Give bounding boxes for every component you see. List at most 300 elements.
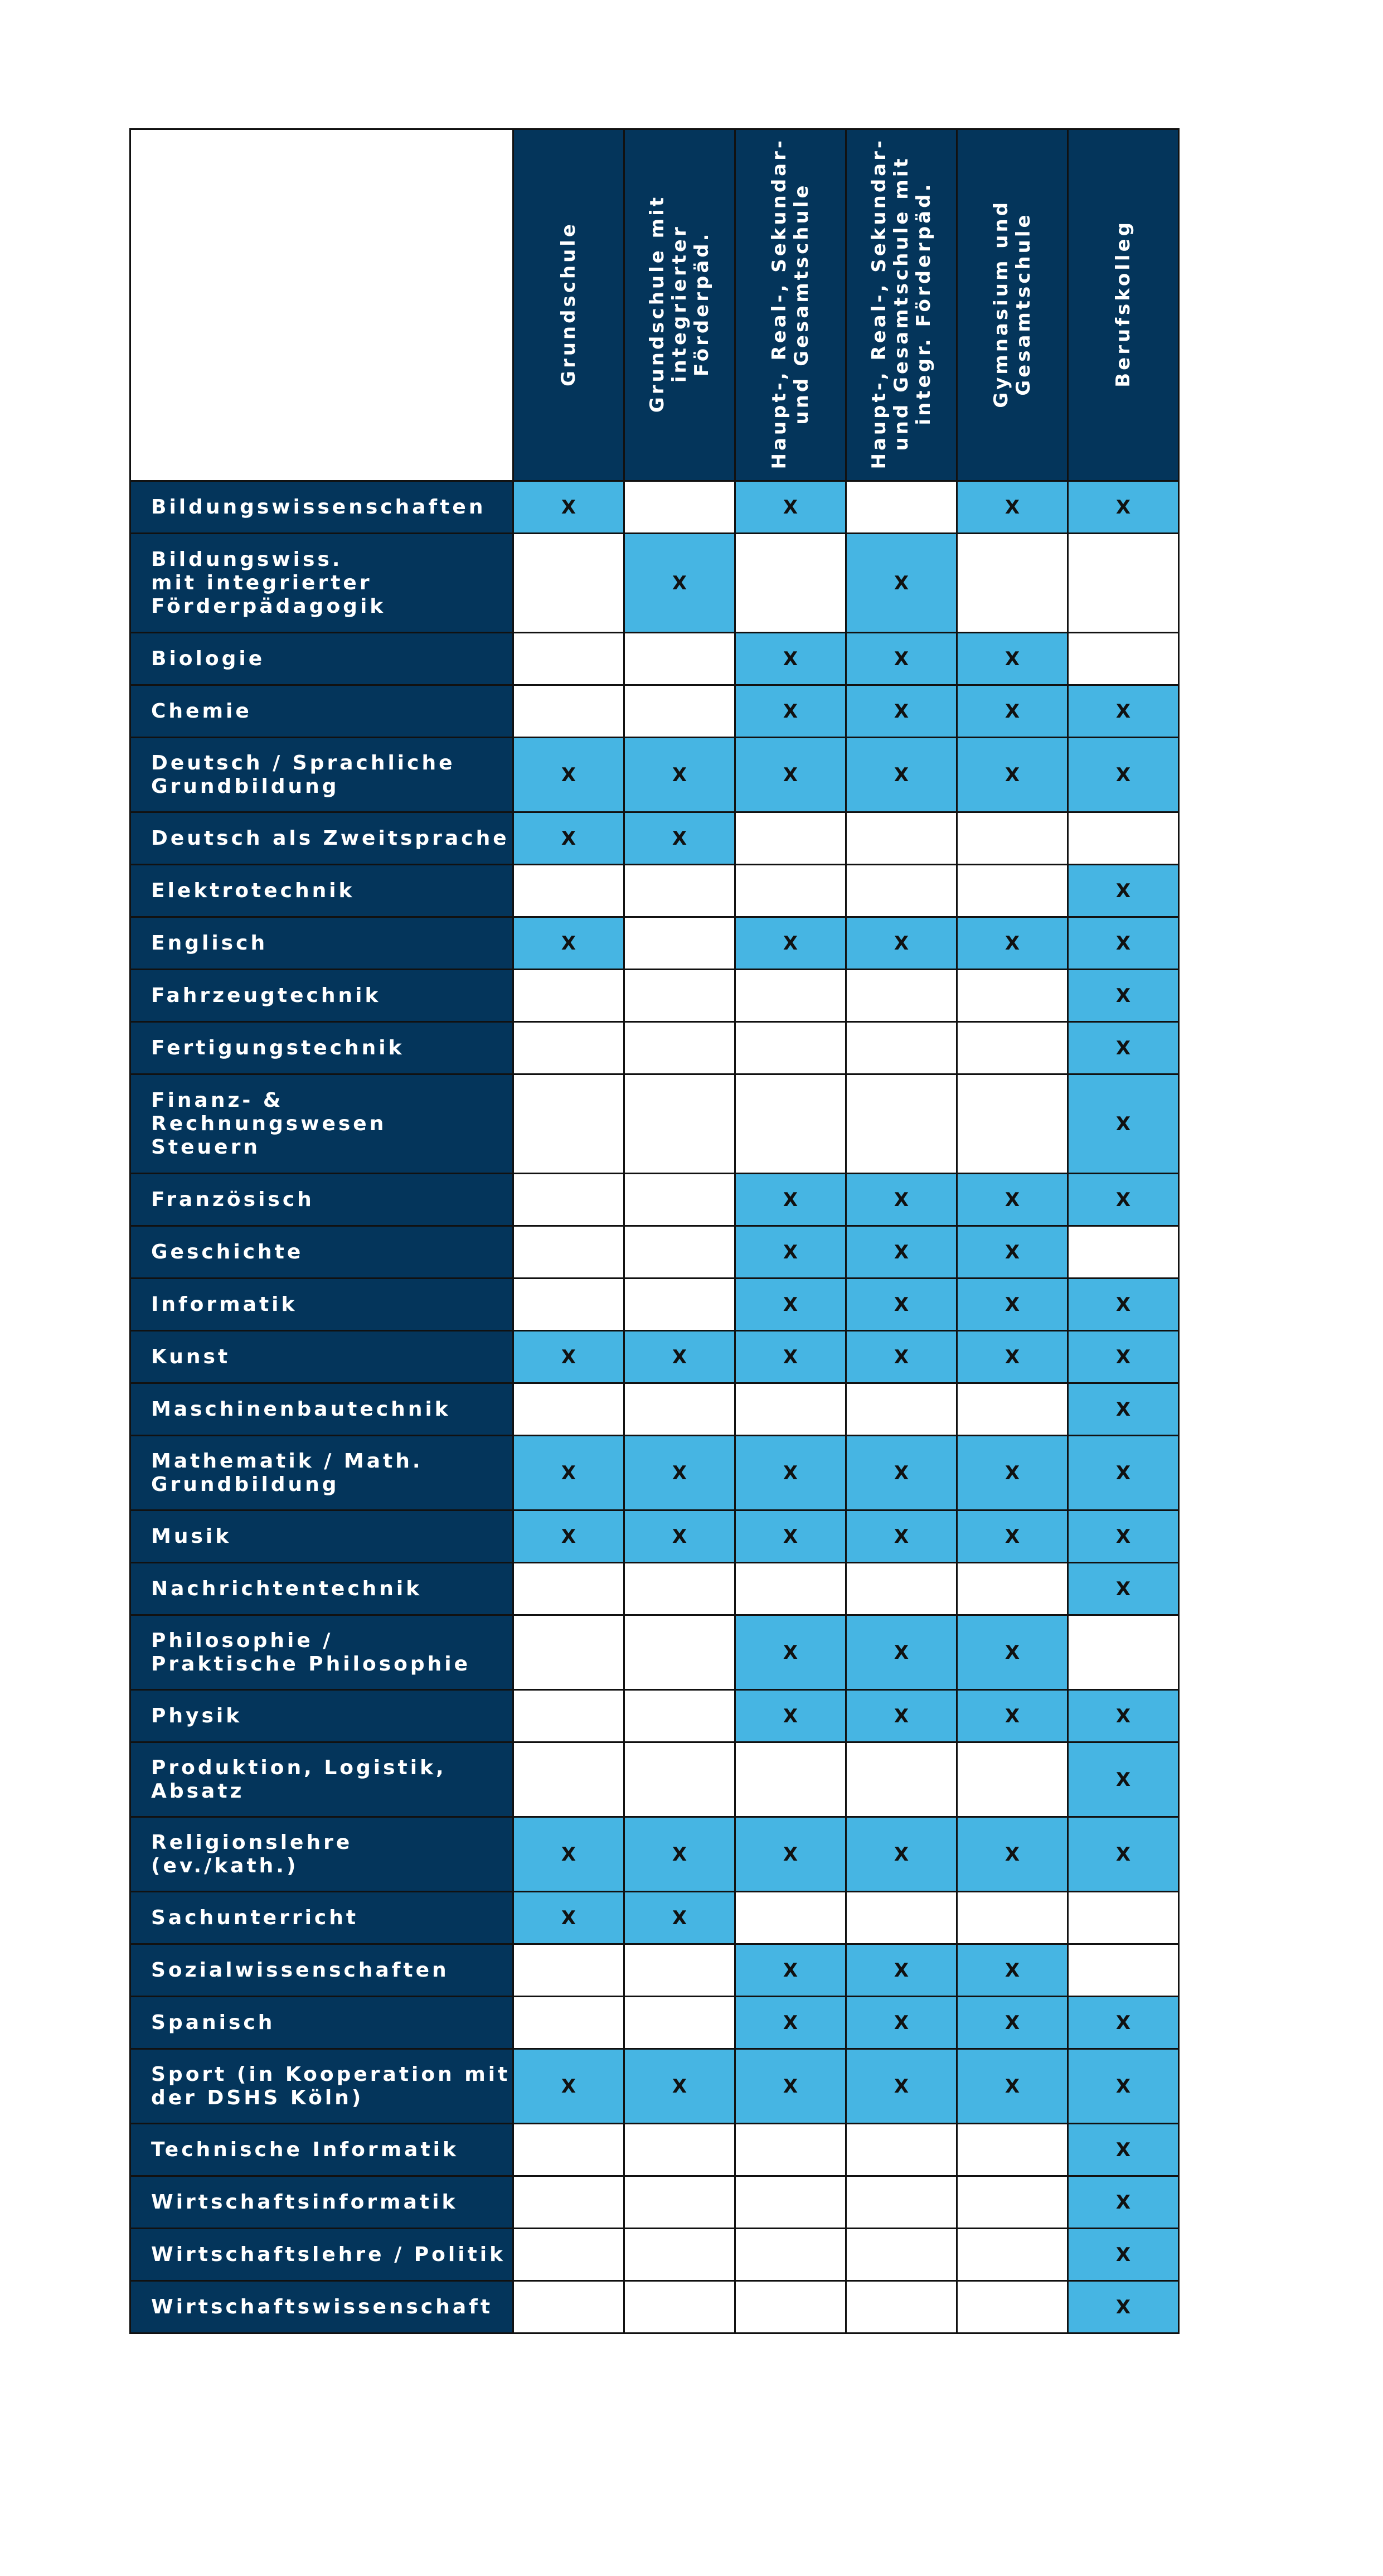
table-body bbox=[130, 481, 1179, 2333]
marked-cell bbox=[1068, 1817, 1179, 1892]
x-mark: X bbox=[1005, 1641, 1020, 1664]
marked-cell bbox=[735, 1944, 846, 1997]
marked-cell bbox=[624, 1817, 735, 1892]
marked-cell bbox=[513, 1436, 624, 1510]
marked-cell bbox=[846, 1436, 957, 1510]
x-mark: X bbox=[1115, 984, 1131, 1007]
x-mark: X bbox=[1115, 700, 1131, 723]
x-mark: X bbox=[672, 1843, 687, 1866]
x-mark: X bbox=[1115, 1577, 1131, 1600]
x-mark: X bbox=[783, 763, 798, 786]
x-mark: X bbox=[1115, 1112, 1131, 1135]
subject-label: Philosophie / Praktische Philosophie bbox=[130, 1615, 513, 1690]
subject-label: Chemie bbox=[130, 685, 513, 738]
x-mark: X bbox=[1005, 763, 1020, 786]
empty-cell bbox=[957, 2229, 1068, 2281]
column-label: Haupt-, Real-, Sekundar- und Gesamtschule mit integr. Förderpäd. bbox=[868, 138, 935, 469]
empty-cell bbox=[1068, 812, 1179, 865]
marked-cell bbox=[846, 1279, 957, 1331]
table-row bbox=[130, 1383, 1179, 1436]
table-row bbox=[130, 1690, 1179, 1742]
table-row bbox=[130, 1174, 1179, 1226]
empty-cell bbox=[1068, 534, 1179, 633]
marked-cell bbox=[735, 1615, 846, 1690]
x-mark: X bbox=[1115, 2011, 1131, 2034]
column-label: Gymnasium und Gesamtschule bbox=[990, 199, 1035, 408]
marked-cell bbox=[846, 2049, 957, 2124]
empty-cell bbox=[846, 1892, 957, 1944]
marked-cell bbox=[846, 1817, 957, 1892]
x-mark: X bbox=[1005, 932, 1020, 955]
subject-label: Deutsch als Zweitsprache bbox=[130, 812, 513, 865]
x-mark: X bbox=[1005, 1525, 1020, 1548]
x-mark: X bbox=[894, 1345, 909, 1368]
corner-cell bbox=[130, 129, 513, 481]
x-mark: X bbox=[1005, 700, 1020, 723]
empty-cell bbox=[624, 917, 735, 970]
subject-label: Musik bbox=[130, 1510, 513, 1563]
empty-cell bbox=[513, 534, 624, 633]
subject-label: Produktion, Logistik, Absatz bbox=[130, 1742, 513, 1817]
x-mark: X bbox=[672, 572, 687, 594]
column-label: Grundschule mit integrierter Förderpäd. bbox=[646, 194, 713, 413]
empty-cell bbox=[624, 481, 735, 534]
table-row bbox=[130, 1022, 1179, 1074]
table-row bbox=[130, 2124, 1179, 2176]
empty-cell bbox=[735, 2281, 846, 2333]
table-row bbox=[130, 1944, 1179, 1997]
marked-cell bbox=[735, 633, 846, 685]
x-mark: X bbox=[1005, 1461, 1020, 1484]
x-mark: X bbox=[1005, 1705, 1020, 1727]
x-mark: X bbox=[1115, 2075, 1131, 2098]
x-mark: X bbox=[894, 932, 909, 955]
table-row bbox=[130, 865, 1179, 917]
marked-cell bbox=[624, 2049, 735, 2124]
x-mark: X bbox=[561, 1345, 576, 1368]
x-mark: X bbox=[783, 496, 798, 519]
empty-cell bbox=[846, 1022, 957, 1074]
marked-cell bbox=[957, 1690, 1068, 1742]
x-mark: X bbox=[783, 1461, 798, 1484]
x-mark: X bbox=[783, 2075, 798, 2098]
marked-cell bbox=[957, 633, 1068, 685]
empty-cell bbox=[1068, 1944, 1179, 1997]
marked-cell bbox=[624, 1510, 735, 1563]
x-mark: X bbox=[1115, 2243, 1131, 2266]
marked-cell bbox=[957, 917, 1068, 970]
x-mark: X bbox=[783, 700, 798, 723]
x-mark: X bbox=[894, 763, 909, 786]
table-row bbox=[130, 1817, 1179, 1892]
x-mark: X bbox=[1115, 763, 1131, 786]
empty-cell bbox=[624, 1944, 735, 1997]
empty-cell bbox=[846, 1383, 957, 1436]
marked-cell bbox=[624, 1892, 735, 1944]
subject-label: Deutsch / Sprachliche Grundbildung bbox=[130, 738, 513, 812]
marked-cell bbox=[1068, 1331, 1179, 1383]
x-mark: X bbox=[894, 1293, 909, 1316]
marked-cell bbox=[1068, 685, 1179, 738]
table-row bbox=[130, 1997, 1179, 2049]
x-mark: X bbox=[894, 1641, 909, 1664]
empty-cell bbox=[846, 2281, 957, 2333]
marked-cell bbox=[735, 1817, 846, 1892]
marked-cell bbox=[957, 1226, 1068, 1279]
empty-cell bbox=[1068, 633, 1179, 685]
empty-cell bbox=[957, 534, 1068, 633]
empty-cell bbox=[846, 2229, 957, 2281]
empty-cell bbox=[624, 970, 735, 1022]
marked-cell bbox=[513, 1510, 624, 1563]
column-label: Grundschule bbox=[557, 221, 580, 386]
empty-cell bbox=[513, 1944, 624, 1997]
empty-cell bbox=[624, 1074, 735, 1174]
x-mark: X bbox=[783, 1188, 798, 1211]
subject-label: Französisch bbox=[130, 1174, 513, 1226]
marked-cell bbox=[1068, 2124, 1179, 2176]
x-mark: X bbox=[1115, 879, 1131, 902]
x-mark: X bbox=[894, 1241, 909, 1263]
marked-cell bbox=[846, 1615, 957, 1690]
column-header-grundschule-foerderpaed bbox=[624, 129, 735, 481]
x-mark: X bbox=[561, 763, 576, 786]
marked-cell bbox=[957, 2049, 1068, 2124]
x-mark: X bbox=[672, 1461, 687, 1484]
empty-cell bbox=[735, 2124, 846, 2176]
marked-cell bbox=[513, 1892, 624, 1944]
empty-cell bbox=[735, 1074, 846, 1174]
empty-cell bbox=[846, 865, 957, 917]
column-header-hrsge bbox=[735, 129, 846, 481]
x-mark: X bbox=[1115, 1768, 1131, 1791]
empty-cell bbox=[624, 2176, 735, 2229]
x-mark: X bbox=[783, 1959, 798, 1982]
empty-cell bbox=[624, 1563, 735, 1615]
table-row bbox=[130, 738, 1179, 812]
marked-cell bbox=[1068, 2176, 1179, 2229]
marked-cell bbox=[624, 812, 735, 865]
marked-cell bbox=[735, 685, 846, 738]
empty-cell bbox=[513, 865, 624, 917]
x-mark: X bbox=[672, 827, 687, 850]
marked-cell bbox=[1068, 1563, 1179, 1615]
x-mark: X bbox=[894, 1705, 909, 1727]
x-mark: X bbox=[1115, 1345, 1131, 1368]
marked-cell bbox=[846, 633, 957, 685]
marked-cell bbox=[846, 685, 957, 738]
empty-cell bbox=[624, 685, 735, 738]
empty-cell bbox=[957, 812, 1068, 865]
empty-cell bbox=[735, 534, 846, 633]
x-mark: X bbox=[894, 647, 909, 670]
x-mark: X bbox=[1005, 1959, 1020, 1982]
table-row bbox=[130, 1892, 1179, 1944]
empty-cell bbox=[735, 1022, 846, 1074]
marked-cell bbox=[1068, 1279, 1179, 1331]
x-mark: X bbox=[672, 1906, 687, 1929]
marked-cell bbox=[1068, 481, 1179, 534]
table-row bbox=[130, 1563, 1179, 1615]
x-mark: X bbox=[1005, 1188, 1020, 1211]
x-mark: X bbox=[1115, 932, 1131, 955]
subject-label: Spanisch bbox=[130, 1997, 513, 2049]
table-row bbox=[130, 633, 1179, 685]
subject-label: Kunst bbox=[130, 1331, 513, 1383]
table-row bbox=[130, 1331, 1179, 1383]
x-mark: X bbox=[783, 932, 798, 955]
empty-cell bbox=[957, 2281, 1068, 2333]
empty-cell bbox=[624, 1997, 735, 2049]
empty-cell bbox=[513, 685, 624, 738]
marked-cell bbox=[846, 1690, 957, 1742]
table-row bbox=[130, 2281, 1179, 2333]
x-mark: X bbox=[1115, 1398, 1131, 1421]
x-mark: X bbox=[1115, 1705, 1131, 1727]
empty-cell bbox=[513, 1997, 624, 2049]
empty-cell bbox=[624, 1742, 735, 1817]
empty-cell bbox=[846, 2124, 957, 2176]
marked-cell bbox=[1068, 1510, 1179, 1563]
marked-cell bbox=[513, 1331, 624, 1383]
empty-cell bbox=[513, 2176, 624, 2229]
marked-cell bbox=[513, 917, 624, 970]
empty-cell bbox=[513, 1383, 624, 1436]
empty-cell bbox=[624, 2229, 735, 2281]
empty-cell bbox=[624, 1615, 735, 1690]
empty-cell bbox=[735, 812, 846, 865]
marked-cell bbox=[846, 1997, 957, 2049]
empty-cell bbox=[846, 1563, 957, 1615]
marked-cell bbox=[1068, 1383, 1179, 1436]
marked-cell bbox=[735, 1226, 846, 1279]
empty-cell bbox=[513, 2281, 624, 2333]
empty-cell bbox=[513, 1074, 624, 1174]
x-mark: X bbox=[1005, 496, 1020, 519]
subject-label: Maschinenbautechnik bbox=[130, 1383, 513, 1436]
empty-cell bbox=[1068, 1892, 1179, 1944]
marked-cell bbox=[1068, 865, 1179, 917]
x-mark: X bbox=[783, 1241, 798, 1263]
header-row bbox=[130, 129, 1179, 481]
empty-cell bbox=[513, 633, 624, 685]
empty-cell bbox=[735, 1892, 846, 1944]
empty-cell bbox=[1068, 1615, 1179, 1690]
subject-school-type-table bbox=[129, 128, 1180, 2334]
marked-cell bbox=[957, 1331, 1068, 1383]
subject-label: Sport (in Kooperation mit der DSHS Köln) bbox=[130, 2049, 513, 2124]
subject-label: Informatik bbox=[130, 1279, 513, 1331]
x-mark: X bbox=[1115, 2191, 1131, 2214]
table-row bbox=[130, 970, 1179, 1022]
x-mark: X bbox=[894, 572, 909, 594]
table-row bbox=[130, 685, 1179, 738]
x-mark: X bbox=[1005, 2011, 1020, 2034]
table-row bbox=[130, 2176, 1179, 2229]
x-mark: X bbox=[783, 1705, 798, 1727]
marked-cell bbox=[735, 1510, 846, 1563]
empty-cell bbox=[846, 1742, 957, 1817]
empty-cell bbox=[735, 970, 846, 1022]
x-mark: X bbox=[783, 1293, 798, 1316]
empty-cell bbox=[846, 481, 957, 534]
empty-cell bbox=[957, 1892, 1068, 1944]
x-mark: X bbox=[783, 1843, 798, 1866]
marked-cell bbox=[513, 1817, 624, 1892]
table-row bbox=[130, 1742, 1179, 1817]
marked-cell bbox=[735, 1436, 846, 1510]
empty-cell bbox=[513, 1174, 624, 1226]
x-mark: X bbox=[1005, 1241, 1020, 1263]
subject-label: Wirtschaftsinformatik bbox=[130, 2176, 513, 2229]
x-mark: X bbox=[783, 647, 798, 670]
x-mark: X bbox=[783, 1345, 798, 1368]
marked-cell bbox=[513, 481, 624, 534]
empty-cell bbox=[957, 1383, 1068, 1436]
table-row bbox=[130, 917, 1179, 970]
empty-cell bbox=[735, 1383, 846, 1436]
x-mark: X bbox=[894, 1843, 909, 1866]
x-mark: X bbox=[672, 2075, 687, 2098]
marked-cell bbox=[1068, 1022, 1179, 1074]
empty-cell bbox=[735, 1563, 846, 1615]
x-mark: X bbox=[1115, 496, 1131, 519]
marked-cell bbox=[1068, 1074, 1179, 1174]
empty-cell bbox=[624, 633, 735, 685]
subject-label: Mathematik / Math. Grundbildung bbox=[130, 1436, 513, 1510]
table-row bbox=[130, 534, 1179, 633]
x-mark: X bbox=[561, 932, 576, 955]
marked-cell bbox=[624, 1436, 735, 1510]
marked-cell bbox=[513, 2049, 624, 2124]
x-mark: X bbox=[672, 1525, 687, 1548]
marked-cell bbox=[846, 534, 957, 633]
x-mark: X bbox=[894, 1188, 909, 1211]
empty-cell bbox=[957, 2176, 1068, 2229]
x-mark: X bbox=[561, 496, 576, 519]
empty-cell bbox=[846, 1074, 957, 1174]
x-mark: X bbox=[561, 827, 576, 850]
subject-label: Geschichte bbox=[130, 1226, 513, 1279]
empty-cell bbox=[957, 2124, 1068, 2176]
empty-cell bbox=[735, 865, 846, 917]
x-mark: X bbox=[894, 1461, 909, 1484]
empty-cell bbox=[513, 1022, 624, 1074]
x-mark: X bbox=[1115, 1843, 1131, 1866]
column-label: Berufskolleg bbox=[1112, 220, 1134, 388]
marked-cell bbox=[957, 481, 1068, 534]
subject-label: Wirtschaftswissenschaft bbox=[130, 2281, 513, 2333]
empty-cell bbox=[624, 1383, 735, 1436]
x-mark: X bbox=[1115, 2296, 1131, 2318]
x-mark: X bbox=[894, 1525, 909, 1548]
x-mark: X bbox=[561, 1843, 576, 1866]
table-row bbox=[130, 481, 1179, 534]
empty-cell bbox=[957, 1563, 1068, 1615]
marked-cell bbox=[957, 685, 1068, 738]
empty-cell bbox=[513, 2229, 624, 2281]
table-row bbox=[130, 1615, 1179, 1690]
empty-cell bbox=[513, 1690, 624, 1742]
empty-cell bbox=[513, 1742, 624, 1817]
table-row bbox=[130, 1226, 1179, 1279]
marked-cell bbox=[513, 812, 624, 865]
marked-cell bbox=[735, 1690, 846, 1742]
empty-cell bbox=[1068, 1226, 1179, 1279]
marked-cell bbox=[1068, 1742, 1179, 1817]
marked-cell bbox=[957, 738, 1068, 812]
table-row bbox=[130, 1279, 1179, 1331]
subject-label: Fahrzeugtechnik bbox=[130, 970, 513, 1022]
marked-cell bbox=[846, 1331, 957, 1383]
empty-cell bbox=[513, 1563, 624, 1615]
marked-cell bbox=[846, 1944, 957, 1997]
marked-cell bbox=[1068, 1436, 1179, 1510]
table-row bbox=[130, 2229, 1179, 2281]
column-header-grundschule bbox=[513, 129, 624, 481]
marked-cell bbox=[957, 1817, 1068, 1892]
x-mark: X bbox=[672, 763, 687, 786]
empty-cell bbox=[846, 970, 957, 1022]
x-mark: X bbox=[561, 1461, 576, 1484]
x-mark: X bbox=[561, 1525, 576, 1548]
table-row bbox=[130, 812, 1179, 865]
marked-cell bbox=[735, 1174, 846, 1226]
empty-cell bbox=[624, 1226, 735, 1279]
column-label: Haupt-, Real-, Sekundar- und Gesamtschule bbox=[768, 138, 813, 469]
marked-cell bbox=[957, 1436, 1068, 1510]
marked-cell bbox=[735, 738, 846, 812]
empty-cell bbox=[624, 2124, 735, 2176]
x-mark: X bbox=[1115, 1461, 1131, 1484]
marked-cell bbox=[1068, 917, 1179, 970]
x-mark: X bbox=[783, 2011, 798, 2034]
subject-label: Fertigungstechnik bbox=[130, 1022, 513, 1074]
subject-label: Bildungswiss. mit integrierter Förderpädagogik bbox=[130, 534, 513, 633]
x-mark: X bbox=[561, 1906, 576, 1929]
marked-cell bbox=[846, 1174, 957, 1226]
column-header-hrsge-foerderpaed bbox=[846, 129, 957, 481]
x-mark: X bbox=[1115, 1037, 1131, 1059]
empty-cell bbox=[513, 970, 624, 1022]
subject-label: Physik bbox=[130, 1690, 513, 1742]
empty-cell bbox=[513, 1615, 624, 1690]
column-header-gymnasium bbox=[957, 129, 1068, 481]
empty-cell bbox=[735, 2176, 846, 2229]
empty-cell bbox=[957, 1074, 1068, 1174]
subject-label: Biologie bbox=[130, 633, 513, 685]
column-header-berufskolleg bbox=[1068, 129, 1179, 481]
marked-cell bbox=[735, 2049, 846, 2124]
x-mark: X bbox=[1005, 1345, 1020, 1368]
x-mark: X bbox=[672, 1345, 687, 1368]
marked-cell bbox=[1068, 2281, 1179, 2333]
marked-cell bbox=[1068, 1997, 1179, 2049]
subject-label: Finanz- & Rechnungswesen Steuern bbox=[130, 1074, 513, 1174]
marked-cell bbox=[624, 534, 735, 633]
x-mark: X bbox=[1005, 647, 1020, 670]
empty-cell bbox=[624, 1174, 735, 1226]
empty-cell bbox=[624, 1690, 735, 1742]
empty-cell bbox=[513, 2124, 624, 2176]
marked-cell bbox=[624, 738, 735, 812]
x-mark: X bbox=[561, 2075, 576, 2098]
x-mark: X bbox=[894, 2011, 909, 2034]
empty-cell bbox=[513, 1279, 624, 1331]
marked-cell bbox=[735, 917, 846, 970]
empty-cell bbox=[624, 1279, 735, 1331]
marked-cell bbox=[846, 738, 957, 812]
